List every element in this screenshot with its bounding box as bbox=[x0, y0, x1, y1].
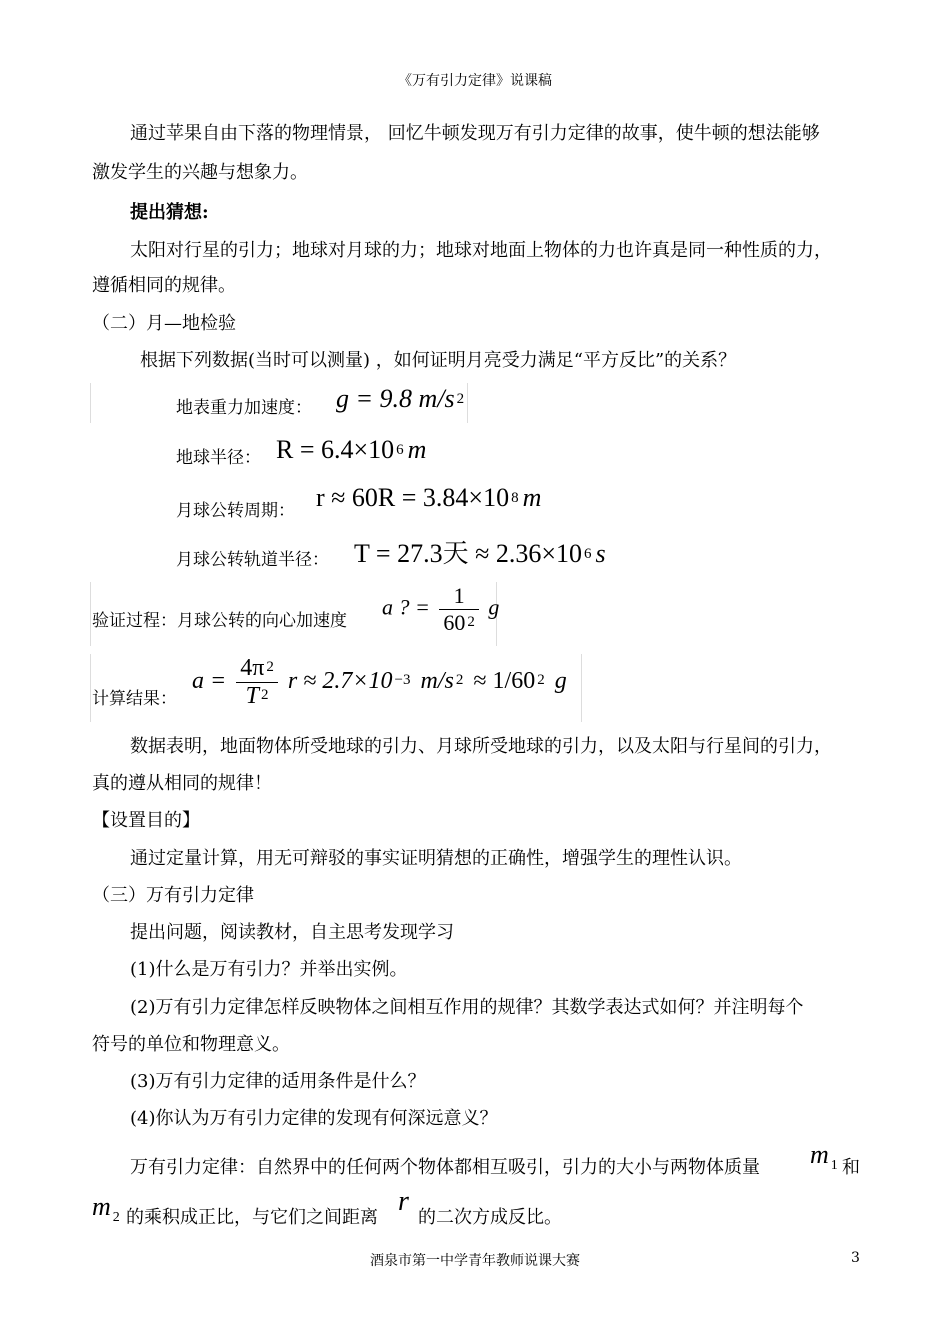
question-item: (2)万有引力定律怎样反映物体之间相互作用的规律？其数学表达式如何？并注明每个 bbox=[130, 997, 804, 1018]
r-symbol: r bbox=[398, 1186, 409, 1217]
law-and: 和 bbox=[842, 1157, 860, 1178]
paragraph-line: 提出问题，阅读教材，自主思考发现学习 bbox=[130, 922, 454, 943]
page-header: 《万有引力定律》说课稿 bbox=[398, 73, 552, 89]
verify-formula: a ? = $\frac{1}{60 ^2}$ g bbox=[382, 583, 500, 635]
period-label: 月球公转周期： bbox=[176, 501, 295, 521]
law-statement: 的乘积成正比，与它们之间距离 bbox=[126, 1207, 378, 1228]
section-heading: （三）万有引力定律 bbox=[92, 885, 254, 906]
conjecture-heading: 提出猜想: bbox=[130, 202, 209, 223]
paragraph-line: 通过定量计算，用无可辩驳的事实证明猜想的正确性，增强学生的理性认识。 bbox=[130, 848, 742, 869]
question-text: 根据下列数据(当时可以测量) ，如何证明月亮受力满足“平方反比”的关系？ bbox=[140, 350, 737, 371]
question-item: (4)你认为万有引力定律的发现有何深远意义？ bbox=[130, 1108, 498, 1129]
m2-symbol: m $_2$ bbox=[92, 1192, 120, 1225]
page-footer: 酒泉市第一中学青年教师说课大赛 bbox=[370, 1253, 580, 1269]
question-item: 符号的单位和物理意义。 bbox=[92, 1034, 290, 1055]
paragraph-line: 遵循相同的规律。 bbox=[92, 275, 236, 296]
paragraph-line: 真的遵从相同的规律！ bbox=[92, 773, 272, 794]
section-heading: （二）月—地检验 bbox=[92, 313, 236, 334]
orbit-formula: r ≈ 60R = 3.84×10 $^8$ m bbox=[316, 483, 542, 512]
gravity-formula: g = 9.8 m/s $^2$ bbox=[336, 384, 465, 413]
purpose-heading: 【设置目的】 bbox=[92, 810, 200, 831]
page-number: 3 bbox=[851, 1250, 860, 1266]
period-formula: T = 27.3天 ≈ 2.36×10 $^6$ s bbox=[354, 539, 606, 568]
paragraph-line: 太阳对行星的引力；地球对月球的力；地球对地面上物体的力也许真是同一种性质的力， bbox=[130, 240, 832, 261]
result-label: 计算结果： bbox=[92, 689, 177, 709]
radius-formula: R = 6.4×10 $^6$ m bbox=[276, 435, 427, 464]
fraction: $\frac{4\pi ^2}{T ^2}$ bbox=[236, 655, 278, 710]
law-statement: 的二次方成反比。 bbox=[418, 1207, 562, 1228]
paragraph-line: 数据表明，地面物体所受地球的引力、月球所受地球的引力，以及太阳与行星间的引力， bbox=[130, 736, 832, 757]
paragraph-line: 激发学生的兴趣与想象力。 bbox=[92, 162, 308, 183]
result-formula: a = $\frac{4\pi ^2}{T ^2}$ r ≈ 2.7×10 $^{-3}$ m/s $^2$ ≈ 1/60 $^2$ g bbox=[192, 655, 567, 709]
orbit-label: 月球公转轨道半径： bbox=[176, 550, 329, 570]
gravity-label: 地表重力加速度： bbox=[176, 398, 312, 418]
question-item: (1)什么是万有引力？并举出实例。 bbox=[130, 959, 408, 980]
verify-label: 验证过程：月球公转的向心加速度 bbox=[92, 611, 347, 631]
law-statement: 万有引力定律：自然界中的任何两个物体都相互吸引，引力的大小与两物体质量 bbox=[130, 1157, 760, 1178]
paragraph-line: 通过苹果自由下落的物理情景， 回忆牛顿发现万有引力定律的故事，使牛顿的想法能够 bbox=[130, 123, 820, 144]
fraction: $\frac{1}{60 ^2}$ bbox=[439, 583, 479, 636]
m1-symbol: m $_1$ bbox=[810, 1140, 838, 1173]
question-item: (3)万有引力定律的适用条件是什么？ bbox=[130, 1071, 426, 1092]
radius-label: 地球半径： bbox=[176, 448, 261, 468]
